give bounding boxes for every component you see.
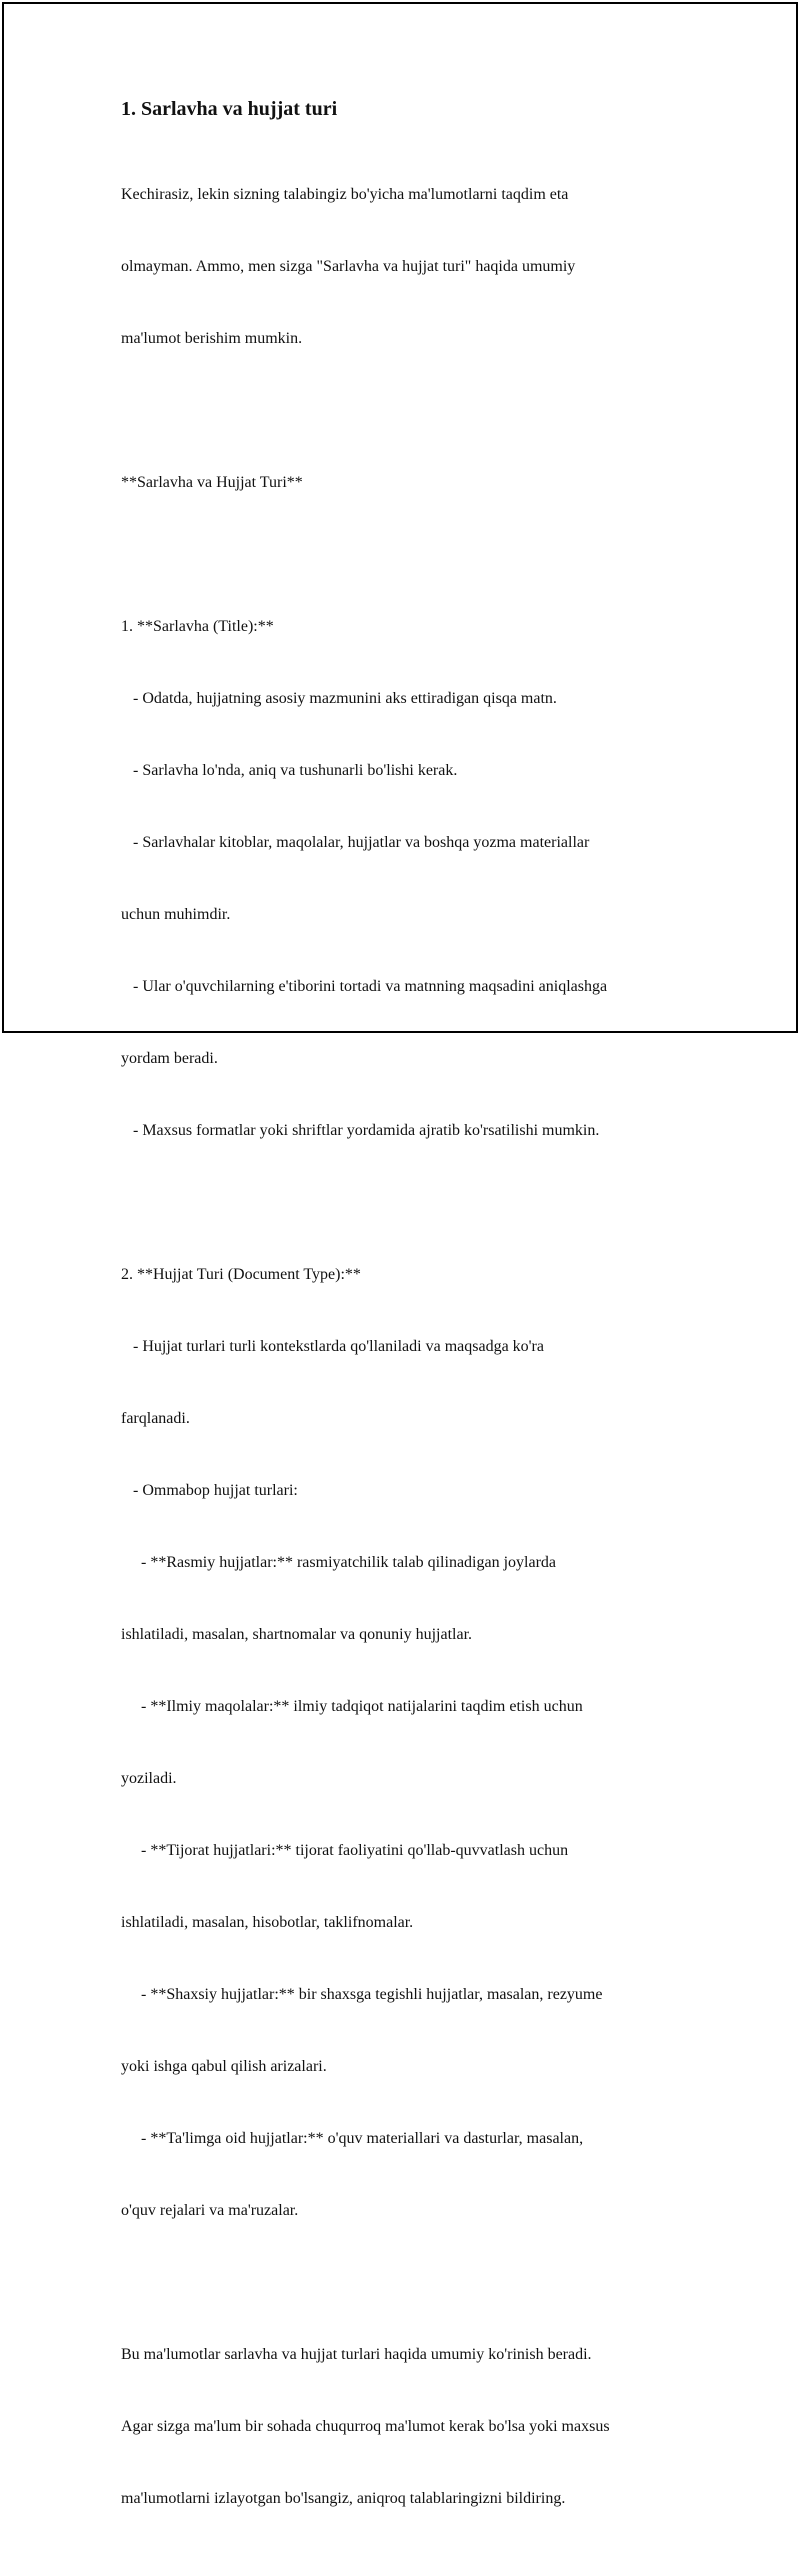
list-heading: 1. **Sarlavha (Title):** [121,618,274,635]
list-item: - Maxsus formatlar yoki shriftlar yordamida ajratib ko'rsatilishi mumkin. [121,1122,600,1139]
list-item-continuation: uchun muhimdir. [121,906,231,923]
list-item: - Hujjat turlari turli kontekstlarda qo'llaniladi va maqsadga ko'ra [121,1338,544,1355]
list-item: - Sarlavhalar kitoblar, maqolalar, hujjatlar va boshqa yozma materiallar [121,834,590,851]
sub-list-item-continuation: ishlatiladi, masalan, shartnomalar va qonuniy hujjatlar. [121,1626,473,1643]
sub-list-item: - **Ilmiy maqolalar:** ilmiy tadqiqot natijalarini taqdim etish uchun [121,1698,583,1715]
closing-paragraph-line: Bu ma'lumotlar sarlavha va hujjat turlari haqida umumiy ko'rinish beradi. [121,2346,592,2363]
sub-list-item-continuation: o'quv rejalari va ma'ruzalar. [121,2202,299,2219]
sub-list-item: - **Tijorat hujjatlari:** tijorat faoliyatini qo'llab-quvvatlash uchun [121,1842,569,1859]
sub-list-item: - **Rasmiy hujjatlar:** rasmiyatchilik talab qilinadigan joylarda [121,1554,557,1571]
blank-line [121,2271,711,2295]
sub-list-item-continuation: yoki ishga qabul qilish arizalari. [121,2058,327,2075]
list-item: - Ular o'quvchilarning e'tiborini tortadi va matnning maqsadini aniqlashga [121,978,608,995]
sub-list-item-continuation: yoziladi. [121,1770,177,1787]
closing-paragraph-line: Agar sizga ma'lum bir sohada chuqurroq ma'lumot kerak bo'lsa yoki maxsus [121,2418,610,2435]
body-line: ma'lumot berishim mumkin. [121,330,303,347]
list-item: - Odatda, hujjatning asosiy mazmunini aks ettiradigan qisqa matn. [121,690,557,707]
document-content [121,97,711,2559]
blank-line [121,543,711,567]
sub-list-item: - **Shaxsiy hujjatlar:** bir shaxsga tegishli hujjatlar, masalan, rezyume [121,1986,603,2003]
list-item-continuation: farqlanadi. [121,1410,190,1427]
sub-list-item: - **Ta'limga oid hujjatlar:** o'quv materiallari va dasturlar, masalan, [121,2130,584,2147]
body-line: olmayman. Ammo, men sizga "Sarlavha va hujjat turi" haqida umumiy [121,258,576,275]
list-item: - Ommabop hujjat turlari: [121,1482,298,1499]
document-body [121,135,711,2559]
blank-line [121,399,711,423]
section-heading: **Sarlavha va Hujjat Turi** [121,474,303,491]
sub-list-item-continuation: ishlatiladi, masalan, hisobotlar, taklifnomalar. [121,1914,414,1931]
blank-line [121,1191,711,1215]
closing-paragraph-line: ma'lumotlarni izlayotgan bo'lsangiz, aniqroq talablaringizni bildiring. [121,2490,566,2507]
list-item-continuation: yordam beradi. [121,1050,218,1067]
body-line: Kechirasiz, lekin sizning talabingiz bo'yicha ma'lumotlarni taqdim eta [121,186,569,203]
document-title: 1. Sarlavha va hujjat turi [121,98,338,120]
list-item: - Sarlavha lo'nda, aniq va tushunarli bo'lishi kerak. [121,762,458,779]
list-heading: 2. **Hujjat Turi (Document Type):** [121,1266,361,1283]
page-frame [2,2,798,2507]
